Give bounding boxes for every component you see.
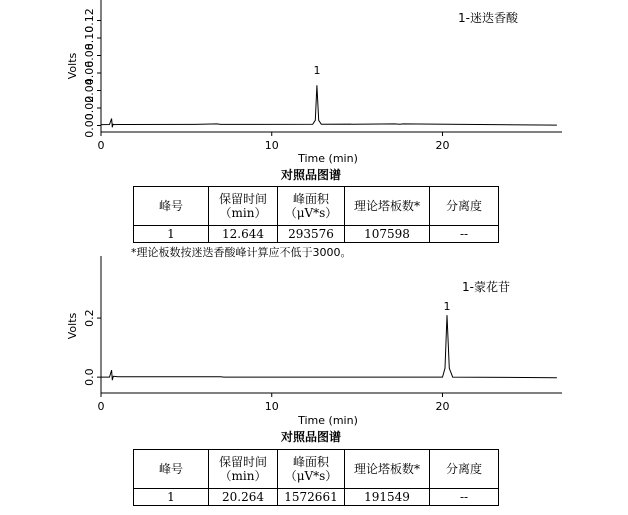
cell-peak-area: 293576 xyxy=(278,226,345,243)
x-tick-label: 10 xyxy=(264,400,279,413)
system-suitability-table-2 xyxy=(133,449,499,506)
header-peak-area: 峰面积 （μV*s） xyxy=(278,187,345,226)
header-peak-area: 峰面积 （μV*s） xyxy=(278,450,345,489)
series-line xyxy=(101,315,557,380)
y-axis-label: Volts xyxy=(66,52,79,80)
table-header-row xyxy=(134,187,499,226)
chart-1-caption: 对照品图谱 xyxy=(280,168,341,182)
header-retention-time: 保留时间 （min） xyxy=(209,450,278,489)
y-tick-label: 0.00 xyxy=(83,113,96,138)
table-row xyxy=(134,226,499,243)
cell-peak-number: 1 xyxy=(134,226,209,243)
y-tick-labels xyxy=(83,309,101,386)
header-resolution: 分离度 xyxy=(430,187,499,226)
cell-theoretical-plates: 107598 xyxy=(345,226,430,243)
header-retention-time: 保留时间 （min） xyxy=(209,187,278,226)
system-suitability-table-1 xyxy=(133,186,499,243)
y-tick-label: 0.0 xyxy=(83,368,96,386)
peak-label: 1 xyxy=(443,300,451,313)
cell-retention-time: 12.644 xyxy=(209,226,278,243)
cell-resolution: -- xyxy=(430,489,499,506)
chromatogram-2-svg xyxy=(0,256,628,428)
cell-peak-number: 1 xyxy=(134,489,209,506)
cell-theoretical-plates: 191549 xyxy=(345,489,430,506)
compound-annotation: 1-迷迭香酸 xyxy=(458,11,518,25)
peak-label: 1 xyxy=(313,64,321,77)
x-tick-labels xyxy=(98,132,450,152)
table-header-row xyxy=(134,450,499,489)
y-tick-labels xyxy=(83,8,101,138)
y-axis-label: Volts xyxy=(66,312,79,340)
chart-2-caption: 对照品图谱 xyxy=(280,430,341,444)
y-tick-label: 0.06 xyxy=(83,60,96,86)
header-peak-number: 峰号 xyxy=(134,187,209,226)
chromatogram-1 xyxy=(0,0,628,166)
header-theoretical-plates: 理论塔板数* xyxy=(345,187,430,226)
x-tick-label: 20 xyxy=(435,139,450,152)
x-axis-label: Time (min) xyxy=(298,152,358,165)
y-tick-label: 0.12 xyxy=(83,8,96,33)
y-tick-label: 0.08 xyxy=(83,43,96,68)
header-resolution: 分离度 xyxy=(430,450,499,489)
cell-resolution: -- xyxy=(430,226,499,243)
x-axis-label: Time (min) xyxy=(298,414,358,427)
y-tick-label: 0.2 xyxy=(83,309,96,327)
x-tick-label: 0 xyxy=(97,400,105,413)
series-line xyxy=(101,85,557,127)
x-tick-label: 20 xyxy=(435,400,450,413)
compound-annotation: 1-蒙花苷 xyxy=(462,280,510,294)
chromatogram-2 xyxy=(0,256,628,428)
header-peak-number: 峰号 xyxy=(134,450,209,489)
cell-retention-time: 20.264 xyxy=(209,489,278,506)
cell-peak-area: 1572661 xyxy=(278,489,345,506)
x-tick-label: 10 xyxy=(264,139,279,152)
y-tick-label: 0.10 xyxy=(83,25,96,51)
x-tick-label: 0 xyxy=(97,139,105,152)
y-tick-label: 0.02 xyxy=(83,95,96,121)
y-tick-label: 0.04 xyxy=(83,78,96,103)
chromatogram-1-svg xyxy=(0,0,628,166)
footnote: *理论板数按迷迭香酸峰计算应不低于3000。 xyxy=(131,246,352,259)
x-tick-labels xyxy=(98,393,450,413)
table-row xyxy=(134,489,499,506)
header-theoretical-plates: 理论塔板数* xyxy=(345,450,430,489)
